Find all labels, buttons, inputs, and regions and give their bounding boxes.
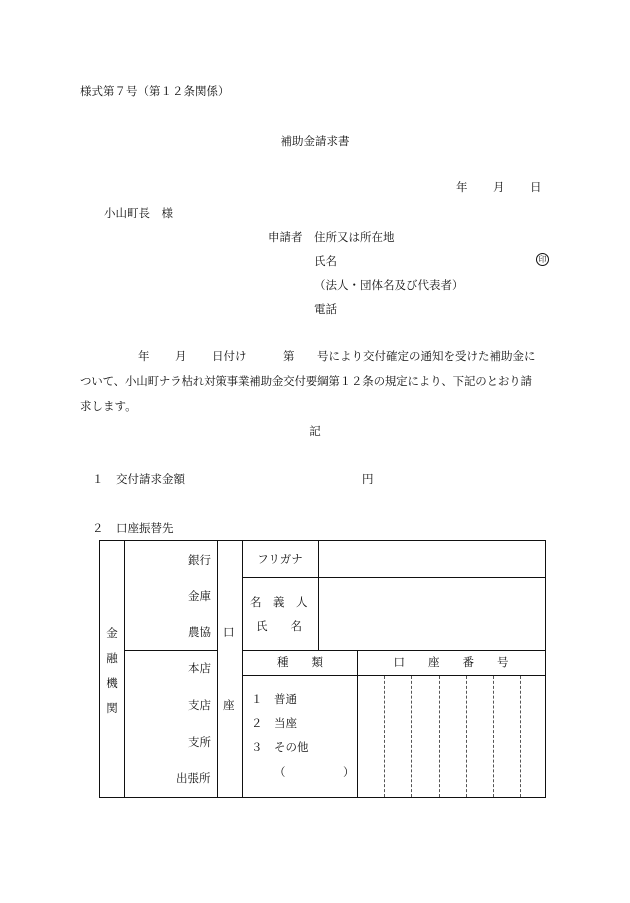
date-day: 日 (530, 180, 542, 194)
table-row-line (242, 675, 546, 676)
type-option-toza: ２ 当座 (251, 716, 297, 730)
addressee: 小山町長 様 (104, 206, 173, 220)
item1-number: １ (92, 472, 104, 486)
applicant-name-label: 氏名 (314, 254, 337, 268)
table-border-right (545, 540, 546, 798)
holder-name-label: 氏 名 (256, 619, 302, 633)
account-label-ko: 口 (223, 625, 235, 639)
digit-divider (493, 676, 494, 797)
branch-type-honten: 本店 (188, 661, 211, 675)
branch-type-shisho: 支所 (188, 735, 211, 749)
digit-divider (439, 676, 440, 797)
applicant-address-label: 住所又は所在地 (314, 230, 395, 244)
furigana-label: フリガナ (257, 552, 303, 566)
type-option-other-blank: （ ） (274, 765, 355, 779)
form-id: 様式第７号（第１２条関係） (80, 84, 230, 98)
type-option-futsu: １ 普通 (251, 692, 297, 706)
bank-type-ginko: 銀行 (188, 553, 211, 567)
branch-type-shucchojo: 出張所 (176, 771, 211, 785)
digit-divider (384, 676, 385, 797)
table-border-bottom (99, 797, 546, 798)
branch-type-shiten: 支店 (188, 698, 211, 712)
digit-divider (411, 676, 412, 797)
bank-type-nokyo: 農協 (188, 625, 211, 639)
table-row-line (242, 577, 546, 578)
body-line2: ついて、小山町ナラ枯れ対策事業補助金交付要綱第１２条の規定により、下記のとおり請 (80, 374, 532, 388)
digit-divider (466, 676, 467, 797)
applicant-phone-label: 電話 (314, 302, 337, 316)
table-col-line (318, 540, 319, 650)
table-border-left (99, 540, 100, 798)
ki-heading: 記 (309, 424, 321, 438)
body-month: 月 (175, 349, 187, 363)
account-number-header: 口 座 番 号 (393, 655, 509, 669)
date-year: 年 (456, 180, 468, 194)
item2-label: 口座振替先 (116, 521, 174, 535)
applicant-name-note: （法人・団体名及び代表者） (314, 278, 464, 292)
type-header: 種 類 (277, 655, 323, 669)
table-row-line (124, 650, 218, 651)
table-col-line (357, 650, 358, 798)
holder-label: 名 義 人 (250, 595, 308, 609)
bank-type-kinko: 金庫 (188, 589, 211, 603)
table-row-line (242, 650, 546, 651)
item1-unit: 円 (362, 472, 374, 486)
body-year: 年 (138, 349, 150, 363)
institution-label: 金 融 機 関 (106, 626, 118, 715)
table-col-line (217, 540, 218, 798)
account-label-za: 座 (223, 698, 235, 712)
page-title: 補助金請求書 (280, 134, 350, 148)
item1-label: 交付請求金額 (116, 472, 185, 486)
body-no-prefix: 第 (283, 349, 295, 363)
table-border-top (99, 540, 546, 541)
table-col-line (242, 540, 243, 798)
type-option-sonota: ３ その他 (251, 740, 309, 754)
table-col-line (124, 540, 125, 798)
body-day-ref: 日付け (212, 349, 247, 363)
date-month: 月 (493, 180, 505, 194)
body-line3: 求します。 (80, 399, 137, 413)
digit-divider (520, 676, 521, 797)
item2-number: ２ (92, 521, 104, 535)
body-line1-rest: 号により交付確定の通知を受けた補助金に (317, 349, 536, 363)
applicant-label: 申請者 (268, 230, 303, 244)
seal-mark: 印 (536, 253, 549, 266)
